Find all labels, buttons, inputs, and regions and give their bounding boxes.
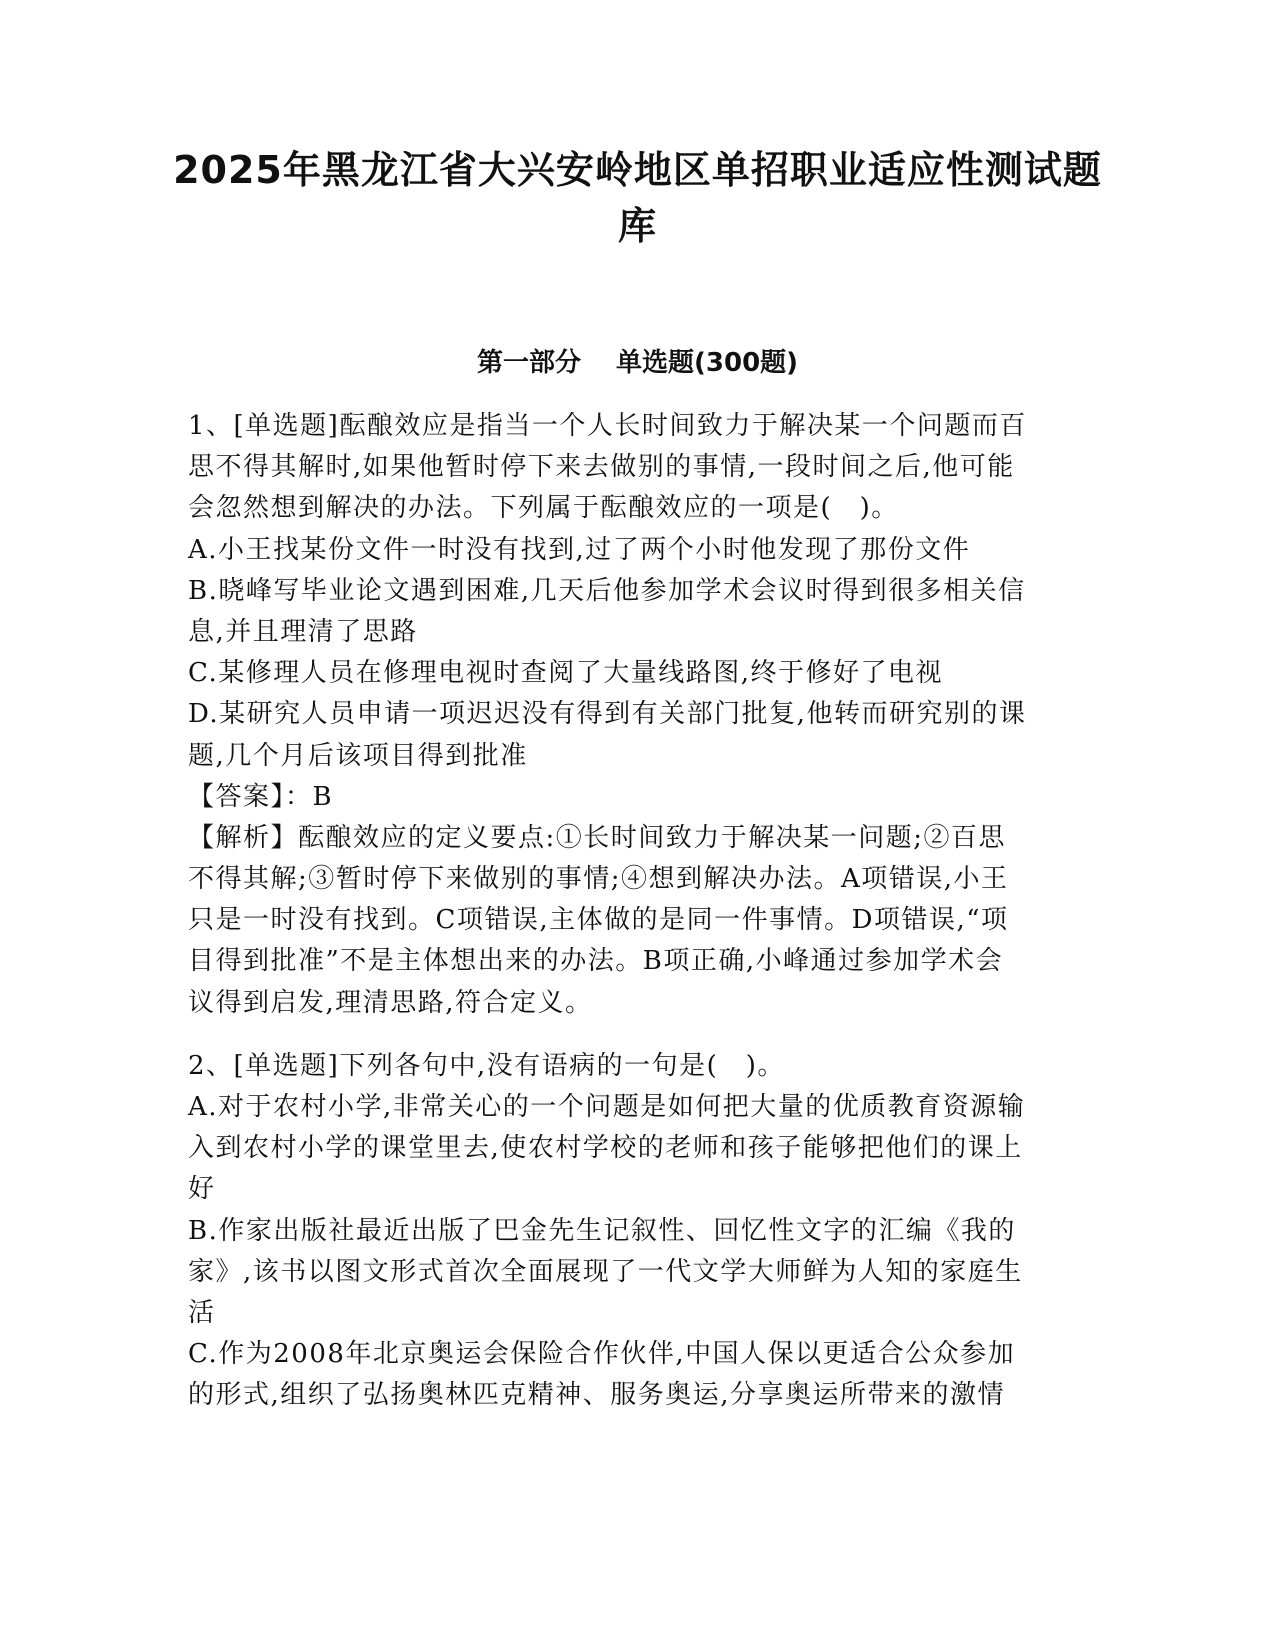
option-b: B.晓峰写毕业论文遇到困难,几天后他参加学术会议时得到很多相关信 bbox=[188, 575, 1026, 606]
analysis-line: 目得到批准”不是主体想出来的办法。B项正确,小峰通过参加学术会 bbox=[188, 946, 1004, 977]
option-a: A.小王找某份文件一时没有找到,过了两个小时他发现了那份文件 bbox=[188, 534, 971, 565]
question-text-line: 2、[单选题]下列各句中,没有语病的一句是( )。 bbox=[188, 1050, 785, 1081]
answer: 【答案】：B bbox=[188, 781, 334, 812]
option-a: A.对于农村小学,非常关心的一个问题是如何把大量的优质教育资源输 bbox=[188, 1092, 1026, 1122]
section-title: 第一部分 单选题(300题) bbox=[476, 348, 799, 378]
document-title-line-1: 2025年黑龙江省大兴安岭地区单招职业适应性测试题 bbox=[173, 148, 1102, 192]
analysis-line: 只是一时没有找到。C项错误,主体做的是同一件事情。D项错误,“项 bbox=[188, 905, 1009, 936]
option-d: D.某研究人员申请一项迟迟没有得到有关部门批复,他转而研究别的课 bbox=[188, 699, 1027, 730]
option-a-continued: 入到农村小学的课堂里去,使农村学校的老师和孩子能够把他们的课上 bbox=[188, 1133, 1023, 1164]
option-b: B.作家出版社最近出版了巴金先生记叙性、回忆性文字的汇编《我的 bbox=[188, 1215, 1016, 1246]
question-list bbox=[188, 406, 1088, 1417]
option-b-continued: 活 bbox=[188, 1297, 216, 1328]
document-title-line-2: 库 bbox=[617, 204, 657, 248]
option-a-continued: 好 bbox=[188, 1174, 216, 1205]
analysis-line: 【解析】酝酿效应的定义要点:①长时间致力于解决某一问题;②百思 bbox=[188, 822, 1007, 853]
option-c: C.作为2008年北京奥运会保险合作伙伴,中国人保以更适合公众参加 bbox=[188, 1339, 1016, 1370]
question-text-line: 会忽然想到解决的办法。下列属于酝酿效应的一项是( )。 bbox=[188, 493, 899, 524]
question-text-line: 1、[单选题]酝酿效应是指当一个人长时间致力于解决某一个问题而百 bbox=[188, 411, 1027, 441]
analysis-line: 不得其解;③暂时停下来做别的事情;④想到解决办法。A项错误,小王 bbox=[188, 864, 1009, 895]
question-2 bbox=[188, 1046, 1088, 1417]
option-d-continued: 题,几个月后该项目得到批准 bbox=[188, 740, 528, 771]
question-text-line: 思不得其解时,如果他暂时停下来去做别的事情,一段时间之后,他可能 bbox=[188, 452, 1015, 483]
question-1 bbox=[188, 406, 1088, 1024]
option-c-continued: 的形式,组织了弘扬奥林匹克精神、服务奥运,分享奥运所带来的激情 bbox=[188, 1380, 1006, 1411]
analysis-line: 议得到启发,理清思路,符合定义。 bbox=[188, 987, 593, 1018]
document-title bbox=[170, 142, 1105, 254]
question-spacer bbox=[188, 1024, 1088, 1046]
option-b-continued: 息,并且理清了思路 bbox=[188, 616, 418, 647]
option-c: C.某修理人员在修理电视时查阅了大量线路图,终于修好了电视 bbox=[188, 658, 943, 689]
option-b-continued: 家》,该书以图文形式首次全面展现了一代文学大师鲜为人知的家庭生 bbox=[188, 1256, 1023, 1287]
